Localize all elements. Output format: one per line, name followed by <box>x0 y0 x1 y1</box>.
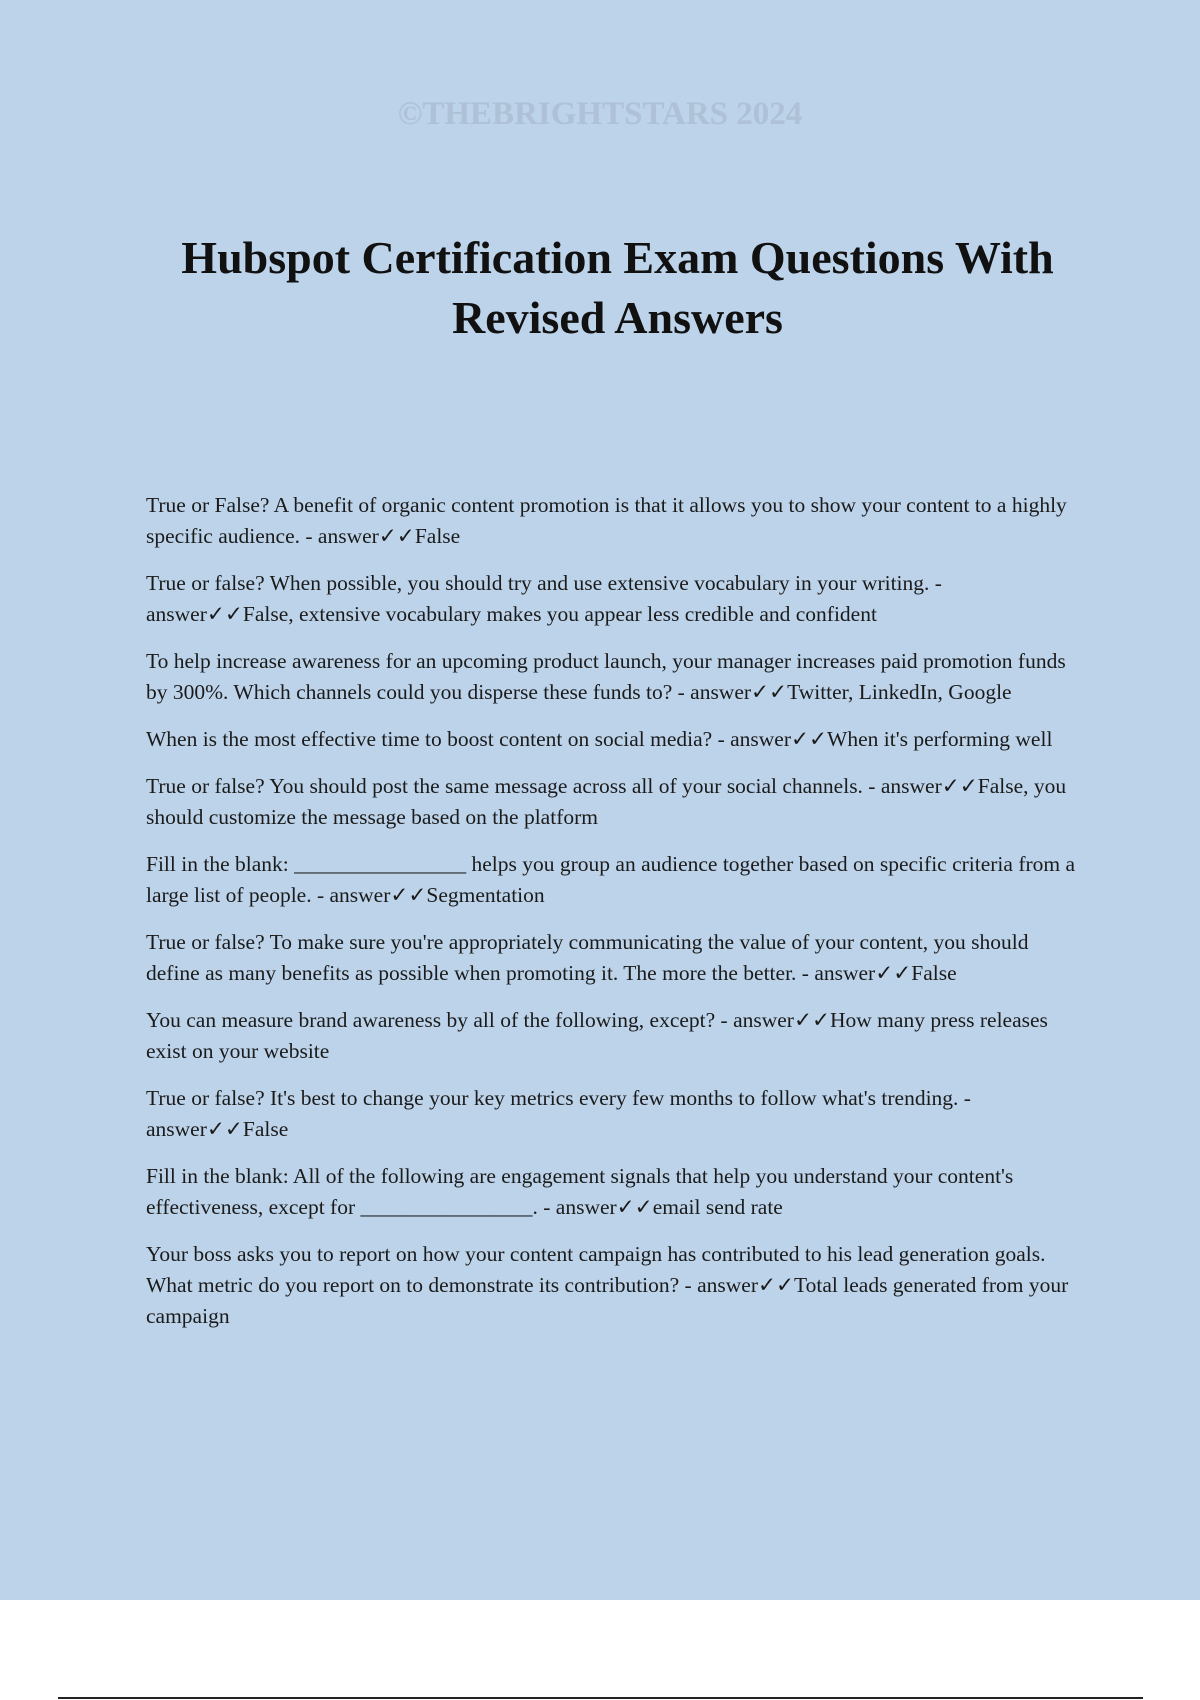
qa-item: True or false? It's best to change your key metrics every few months to follow what's trending. - answer✓✓False <box>146 1086 971 1141</box>
qa-item: True or false? To make sure you're appropriately communicating the value of your content, you should define as many benefits as possible when promoting it. The more the better. - answer✓✓False <box>146 930 1029 985</box>
question-answer-list <box>146 490 1086 1348</box>
qa-item: Fill in the blank: All of the following are engagement signals that help you understand your content's effectiveness, except for ________________. - answer✓✓email send rate <box>146 1164 1014 1219</box>
qa-item: True or false? When possible, you should try and use extensive vocabulary in your writing. - answer✓✓False, extensive vocabulary makes you appear less credible and confident <box>146 571 942 626</box>
qa-item: True or False? A benefit of organic content promotion is that it allows you to show your content to a highly specific audience. - answer✓✓False <box>146 493 1067 548</box>
qa-item: You can measure brand awareness by all of the following, except? - answer✓✓How many press releases exist on your website <box>146 1008 1048 1063</box>
watermark: ©THEBRIGHTSTARS 2024 <box>397 96 803 132</box>
qa-item: Fill in the blank: ________________ helps you group an audience together based on specific criteria from a large list of people. - answer✓✓Segmentation <box>146 852 1076 907</box>
footer-divider <box>58 1697 1143 1699</box>
qa-item: True or false? You should post the same message across all of your social channels. - answer✓✓False, you should customize the message based on the platform <box>146 774 1067 829</box>
qa-item: To help increase awareness for an upcoming product launch, your manager increases paid promotion funds by 300%. Which channels could you disperse these funds to? - answer✓✓Twitter, LinkedIn, Google <box>146 649 1066 704</box>
qa-item: Your boss asks you to report on how your content campaign has contributed to his lead generation goals. What metric do you report on to demonstrate its contribution? - answer✓✓Total leads generated from your campaign <box>146 1242 1069 1328</box>
qa-item: When is the most effective time to boost content on social media? - answer✓✓When it's performing well <box>146 727 1053 751</box>
document-title: Hubspot Certification Exam Questions With Revised Answers <box>181 232 1054 343</box>
